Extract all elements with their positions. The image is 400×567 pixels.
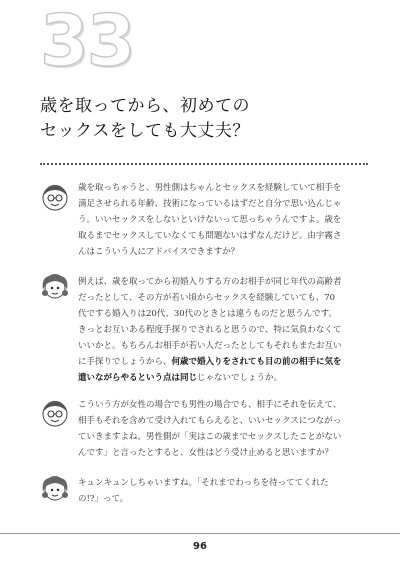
bold-emphasis: 遣いながらやるという点は同じ [78, 373, 198, 383]
text-line: 例えば、歳を取ってから初婚入りする方のお相手が同じ年代の高齢者 [78, 277, 342, 287]
text-line: の!?」って。 [78, 494, 129, 504]
text-line: きっとお互いある程度手探りでされると思うので、特に気負わなくて [78, 325, 342, 335]
text-line: 歳を取っちゃうと、男性側はちゃんとセックスを経験していて相手を [78, 183, 342, 193]
text-line: ていきますよね。男性側が「実はこの歳までセックスしたことがない [78, 432, 342, 442]
chapter-number: 33 [40, 0, 134, 82]
text-line: んです」と言ったとすると、女性はどう受け止めると思いますか？ [78, 448, 334, 458]
text-line: キュンキュンしちゃいますね。「それまでわっちを待っててくれた [78, 478, 329, 488]
paragraph-4 [78, 475, 368, 507]
title-line-2: セックスをしても大丈夫？ [40, 121, 250, 141]
plain-text: じゃないでしょうか。 [197, 373, 283, 383]
text-line: う。いいセックスをしないといけないって思っちゃうんですよ。歳を [78, 215, 342, 225]
man-with-glasses-icon [40, 398, 70, 428]
bold-emphasis: 何歳で婚入りをされても目の前の相手に気を [171, 357, 342, 367]
paragraph-3 [78, 397, 368, 461]
text-line: 満足させられる年齢、技術になっているはずだと自分で思い込んじゃ [78, 199, 342, 209]
page-number: 96 [193, 541, 207, 552]
man-with-glasses-icon [40, 182, 70, 212]
text-line: こういう方が女性の場合でも男性の場合でも、相手にそれを伝えて、 [78, 400, 342, 410]
text-line: んはこういう人にアドバイスできますか？ [78, 247, 240, 257]
plain-text: に手探りでしょうから、 [78, 357, 172, 367]
text-line-mixed [78, 370, 368, 386]
dotted-divider [40, 163, 368, 165]
page-title [40, 94, 360, 144]
woman-with-curly-hair-icon [40, 272, 70, 302]
text-line: 取るまでセックスしていなくても問題ないはずなんだけど。由宇霧さ [78, 231, 342, 241]
text-line-mixed [78, 354, 368, 370]
text-line: 代でする婚入りは20代、30代のときとは違うものだと思うんです。 [78, 309, 337, 319]
text-line: いいかと。もちろんお相手が若い人だったとしてもそれもまたお互い [78, 341, 342, 351]
footer-rule [0, 533, 400, 534]
title-line-1: 歳を取ってから、初めての [40, 96, 250, 116]
paragraph-1 [78, 180, 368, 260]
text-line: 相手もそれを含めて受け入れてもらえると、いいセックスにつながっ [78, 416, 342, 426]
paragraph-2 [78, 274, 368, 386]
woman-with-curly-hair-icon [40, 474, 70, 504]
text-line: だったとして、その方が若い頃からセックスを経験していても、70 [78, 293, 336, 303]
